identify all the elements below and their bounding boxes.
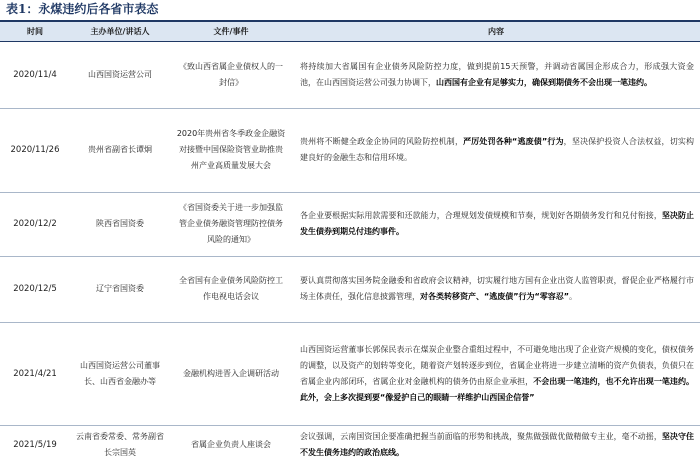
content-emphasis: 坚决守住不发生债务违约的政治底线。 <box>300 432 695 458</box>
cell-document: 《致山西省属企业债权人的一封信》 <box>170 41 292 108</box>
cell-date: 2020/11/4 <box>0 41 70 108</box>
cell-content <box>292 41 700 108</box>
content-text: 贵州将不断健全政金企协同的风险防控机制， <box>300 137 464 146</box>
cell-organizer: 山西国资运营公司 <box>70 41 170 108</box>
stance-table-container <box>0 22 700 465</box>
table-caption: 表1：永煤违约后各省市表态 <box>6 2 159 16</box>
content-text: 会议强调，云南国资国企要准确把握当前面临的形势和挑战，聚焦做强做优做精做专主业，毫不动摇， <box>300 432 662 442</box>
cell-content <box>292 256 700 322</box>
table-row <box>0 256 700 322</box>
content-text: 要认真贯彻落实国务院金融委和省政府会议精神，切实履行地方国有企业出资人监管职责，督促企业严格履行市场主体责任，强化信息披露管理， <box>300 276 694 301</box>
cell-organizer: 辽宁省国资委 <box>70 256 170 322</box>
header-document: 文件/事件 <box>170 22 292 41</box>
header-organizer: 主办单位/讲话人 <box>70 22 170 41</box>
header-content: 内容 <box>292 22 700 41</box>
content-text: 各企业要根据实际用款需要和还款能力，合理规划发债规模和节奏，规划好各期债务发行和兑付衔接， <box>300 211 662 220</box>
cell-content <box>292 108 700 192</box>
cell-date: 2021/5/19 <box>13 440 57 451</box>
content-text: 。 <box>569 292 578 301</box>
content-emphasis: 不会出现一笔违约，也不允许出现一笔违约。此外，会上多次提到要“像爱护自己的眼睛一样维护山西国企信誉” <box>300 376 695 402</box>
table-row <box>0 425 700 465</box>
content-emphasis: 坚决防止发生债券到期兑付违约事件。 <box>300 211 695 236</box>
cell-document: 2020年贵州省冬季政金企融资对接暨中国保险资管业助推贵州产业高质量发展大会 <box>170 108 292 192</box>
cell-date: 2020/11/26 <box>0 108 70 192</box>
cell-date: 2020/12/5 <box>0 256 70 322</box>
table-row <box>0 322 700 425</box>
cell-organizer: 陕西省国资委 <box>70 192 170 256</box>
content-text: 将持续加大省属国有企业债务风险防控力度，做到提前15天预警，并调动省属国企形成合力，形成强大资金池，在山西国资运营公司强力协调下， <box>300 61 694 87</box>
cell-document: 《省国资委关于进一步加强监管企业债务融资管理防控债务风险的通知》 <box>170 192 292 256</box>
cell-document: 金融机构进晋入企调研活动 <box>170 322 292 425</box>
stance-table <box>0 22 700 465</box>
header-date: 时间 <box>0 22 70 41</box>
content-text: ，坚决保护投资人合法权益，切实构建良好的金融生态和信用环境。 <box>300 137 695 162</box>
content-text: 山西国资运营董事长郭保民表示在煤炭企业整合重组过程中，不可避免地出现了企业资产规模的变化，债权债务的调整，以及资产的划转等变化，随着资产划转逐步到位，省属企业将进一步建立清晰的资产负债表，负债只在省属企业内部闭环，省属企业对金融机构的债务仍由原企业承担， <box>300 344 694 386</box>
cell-organizer: 云南省委常委、常务副省长宗国英 <box>76 432 164 458</box>
content-emphasis: 严厉处罚各种“逃废债”行为 <box>463 137 564 146</box>
table-row <box>0 108 700 192</box>
table-row <box>0 41 700 108</box>
cell-date: 2021/4/21 <box>0 322 70 425</box>
cell-date: 2020/12/2 <box>0 192 70 256</box>
content-emphasis: 山西国有企业有足够实力，确保到期债务不会出现一笔违约。 <box>436 77 652 87</box>
cell-content <box>292 322 700 425</box>
table-header-row <box>0 22 700 41</box>
cell-organizer: 山西国资运营公司董事长、山西省金融办等 <box>70 322 170 425</box>
content-emphasis: 对各类转移资产、“逃废债”行为“零容忍” <box>420 292 570 301</box>
cell-organizer: 贵州省副省长谭炯 <box>70 108 170 192</box>
table-row <box>0 192 700 256</box>
cell-document: 省属企业负责人座谈会 <box>191 440 271 450</box>
cell-document: 全省国有企业债务风险防控工作电视电话会议 <box>170 256 292 322</box>
cell-content <box>292 425 700 465</box>
cell-content <box>292 192 700 256</box>
